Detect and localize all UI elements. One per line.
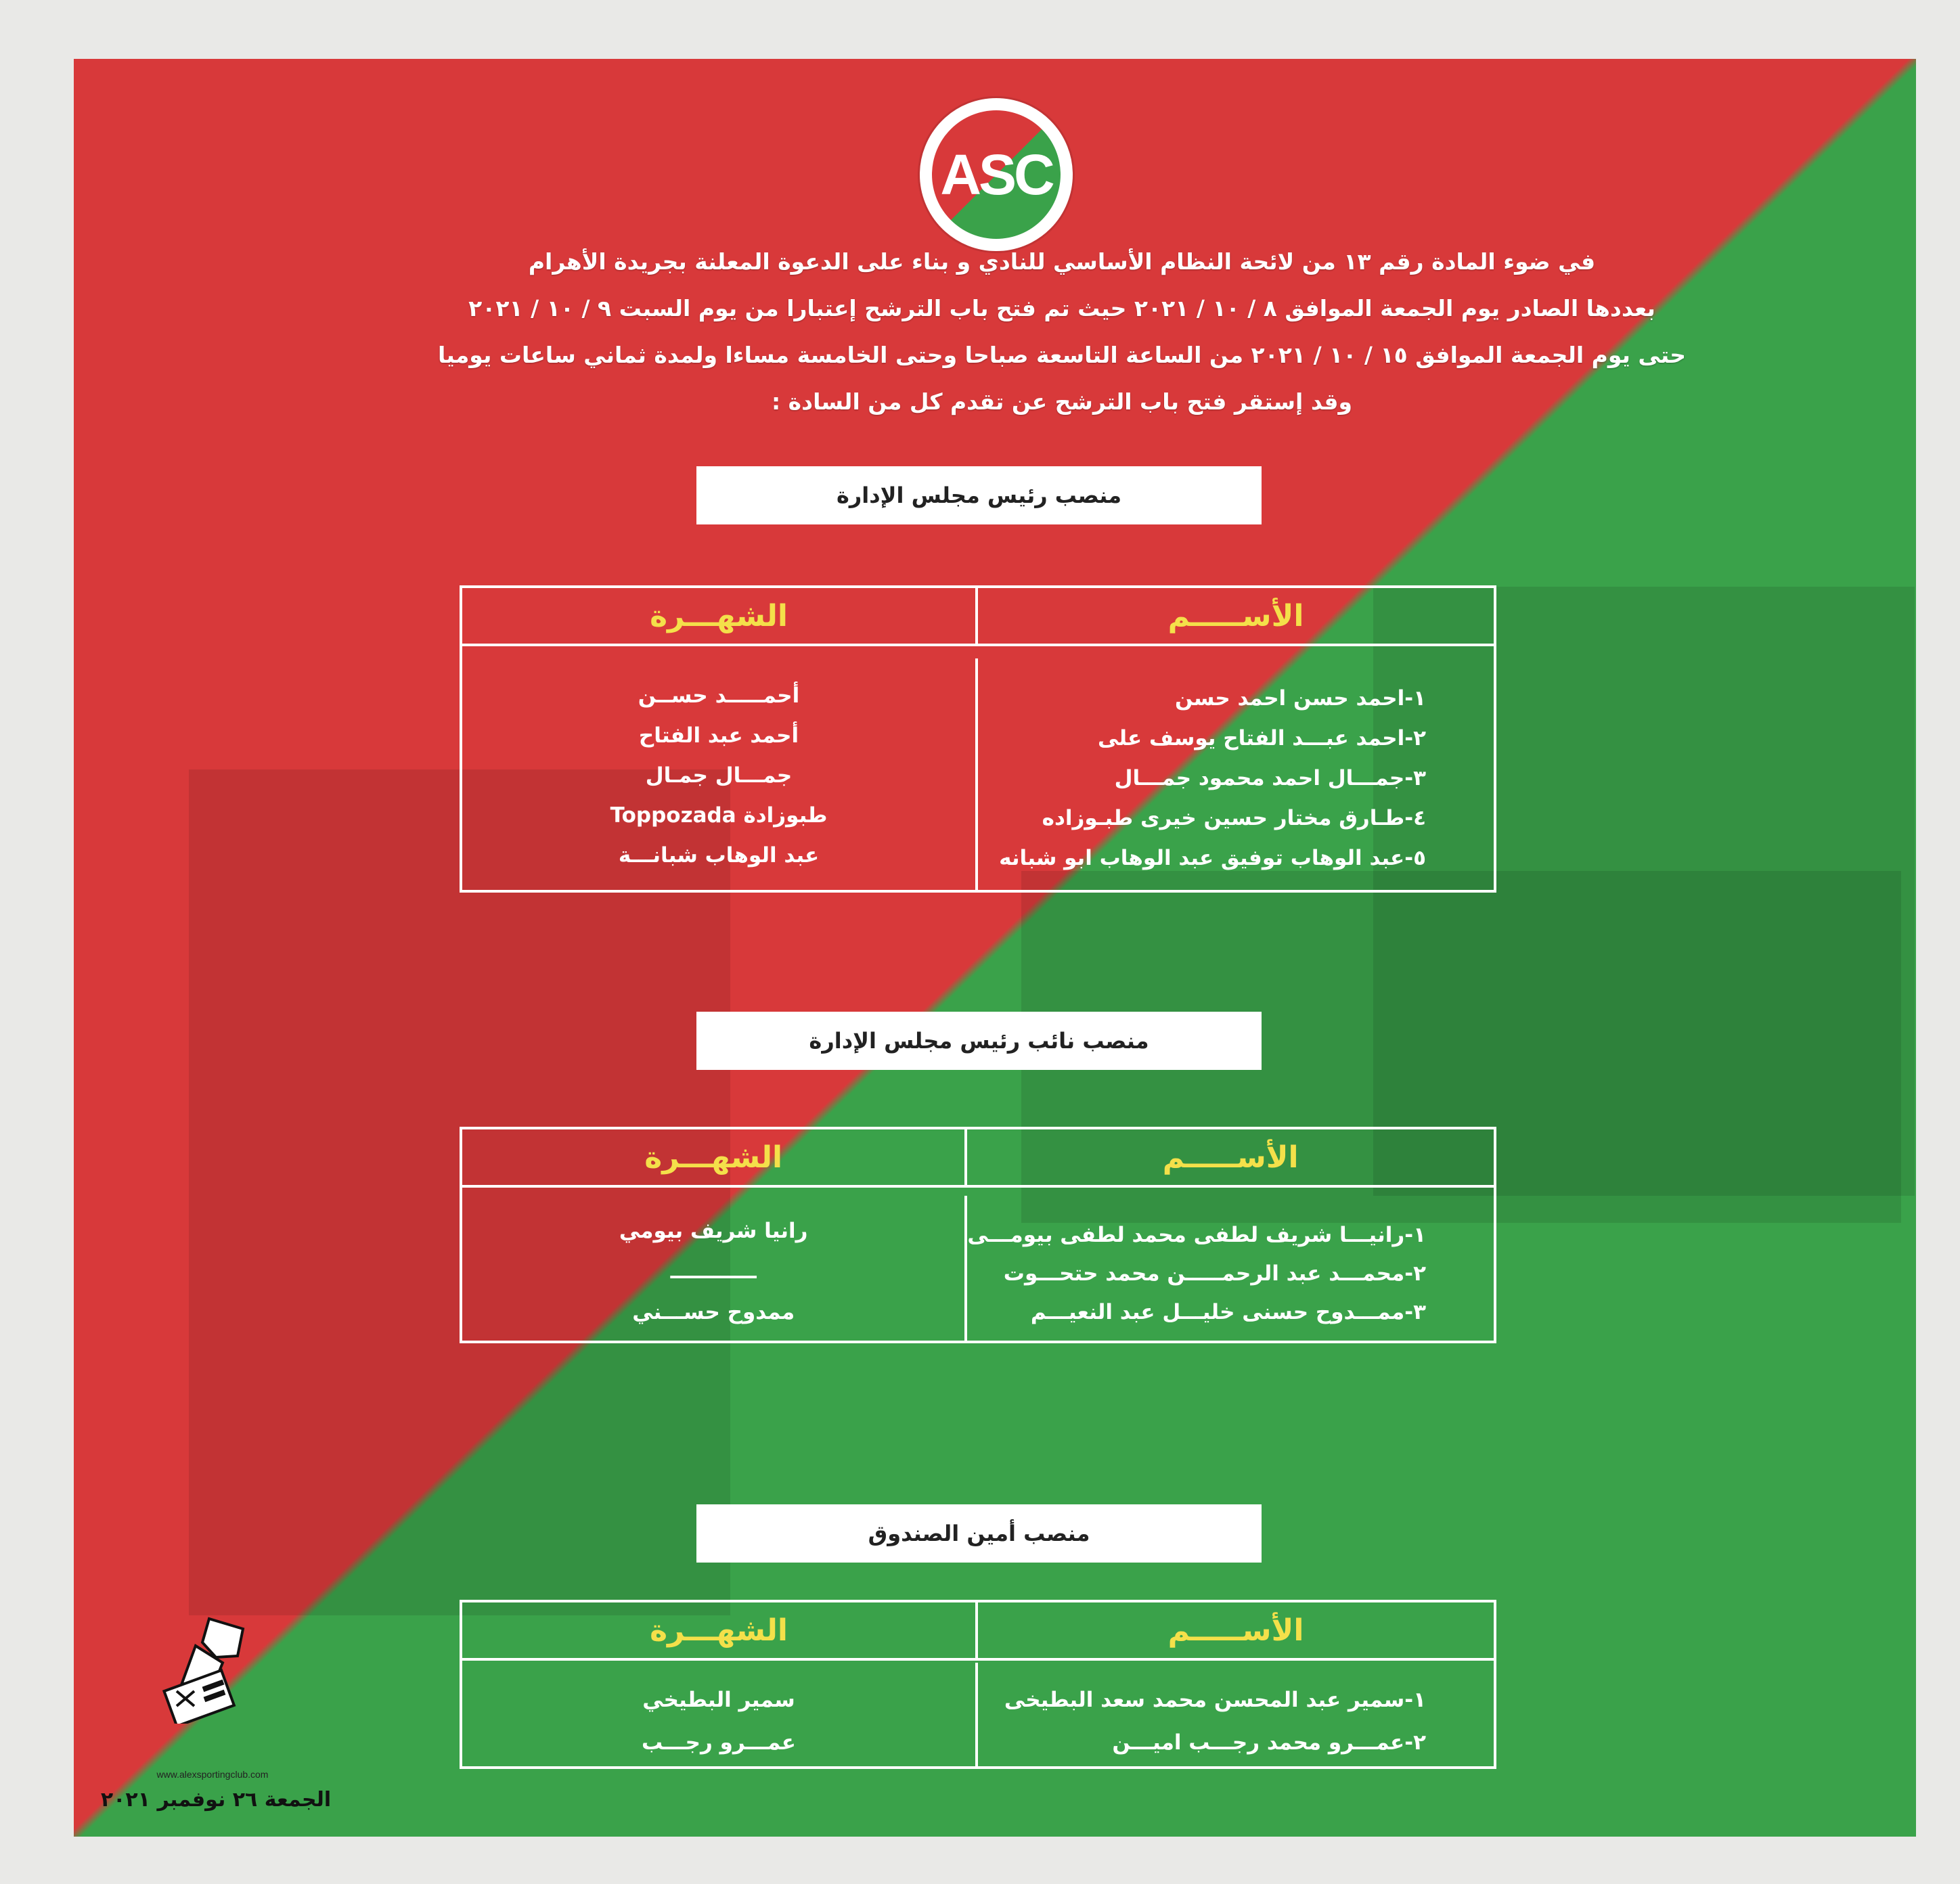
nickname-cell: أحمـــــد حســن	[638, 683, 800, 708]
section-title-vice-president: منصب نائب رئيس مجلس الإدارة	[696, 1012, 1262, 1070]
name-column	[967, 1196, 1494, 1341]
intro-line: في ضوء المادة رقم ١٣ من لائحة النظام الأساسي للنادي و بناء على الدعوة المعلنة بجريدة الأهرام	[528, 248, 1596, 275]
name-cell: ٤-طـارق مختار حسين خيرى طبـوزاده	[1042, 805, 1426, 830]
logo-text: ASC	[940, 142, 1052, 206]
nickname-cell: ممدوح حســـني	[632, 1300, 795, 1324]
nickname-cell: رانيا شريف بيومي	[619, 1219, 808, 1243]
nickname-cell: عمـــرو رجـــب	[642, 1730, 796, 1755]
name-cell: ١-احمد حسن احمد حسن	[1174, 686, 1426, 711]
nickname-cell: عبد الوهاب شبانـــة	[618, 843, 820, 868]
name-header: الأســـــم	[967, 1129, 1494, 1188]
nickname-column	[462, 1663, 978, 1766]
nickname-column	[462, 658, 978, 891]
name-cell: ٣-جمـــال احمد محمود جمـــال	[1114, 765, 1426, 790]
nickname-cell: طبوزادة Toppozada	[610, 803, 828, 828]
name-cell: ١-سمير عبد المحسن محمد سعد البطيخى	[1004, 1688, 1426, 1712]
name-cell: ٣-ممـــدوح حسنى خليـــل عبد النعيـــم	[1030, 1300, 1426, 1324]
club-logo	[920, 98, 1073, 251]
name-cell: ٢-محمـــد عبد الرحمـــــن محمد حتحـــوت	[1003, 1261, 1426, 1286]
candidates-table-treasurer	[460, 1600, 1496, 1769]
section-title-president: منصب رئيس مجلس الإدارة	[696, 466, 1262, 524]
intro-line: بعددها الصادر يوم الجمعة الموافق ٨ / ١٠ / ٢٠٢١ حيث تم فتح باب الترشح إعتبارا من يوم السبت ٩ / ١٠ / ٢٠٢١	[468, 295, 1655, 321]
nickname-cell: جمـــال جمـال	[645, 763, 793, 788]
name-column	[978, 658, 1494, 891]
poster	[74, 59, 1916, 1837]
name-header: الأســـــم	[978, 1602, 1494, 1661]
name-column	[978, 1663, 1494, 1766]
nickname-header: الشهـــرة	[462, 1129, 967, 1188]
name-header: الأســـــم	[978, 588, 1494, 646]
intro-line: حتى يوم الجمعة الموافق ١٥ / ١٠ / ٢٠٢١ من الساعة التاسعة صباحا وحتى الخامسة مساءا ولمدة ثماني ساعات يوميا	[437, 342, 1687, 368]
intro-paragraph	[358, 238, 1766, 425]
candidates-table-president	[460, 585, 1496, 893]
name-cell: ٥-عبد الوهاب توفيق عبد الوهاب ابو شبانه	[999, 845, 1426, 870]
nickname-header: الشهـــرة	[462, 1602, 978, 1661]
nickname-column	[462, 1196, 967, 1341]
nickname-cell: سمير البطيخي	[642, 1688, 795, 1712]
ballot-box-icon	[162, 1615, 257, 1724]
candidates-table-vice-president	[460, 1127, 1496, 1343]
nickname-cell: أحمد عبد الفتاح	[638, 723, 799, 748]
nickname-header: الشهـــرة	[462, 588, 978, 646]
name-cell: ٢-احمد عبـــد الفتاح يوسف على	[1097, 725, 1426, 750]
website-link[interactable]: www.alexsportingclub.com	[156, 1769, 269, 1780]
section-title-treasurer: منصب أمين الصندوق	[696, 1504, 1262, 1563]
name-cell: ٢-عمـــرو محمد رجـــب اميـــن	[1112, 1730, 1426, 1755]
nickname-cell: ــــــــــــ	[670, 1259, 757, 1284]
publish-date: الجمعة ٢٦ نوفمبر ٢٠٢١	[100, 1788, 332, 1812]
intro-line: وقد إستقر فتح باب الترشح عن تقدم كل من السادة :	[771, 388, 1353, 415]
name-cell: ١-رانيـــا شريف لطفى محمد لطفى بيومـــى	[967, 1223, 1426, 1247]
